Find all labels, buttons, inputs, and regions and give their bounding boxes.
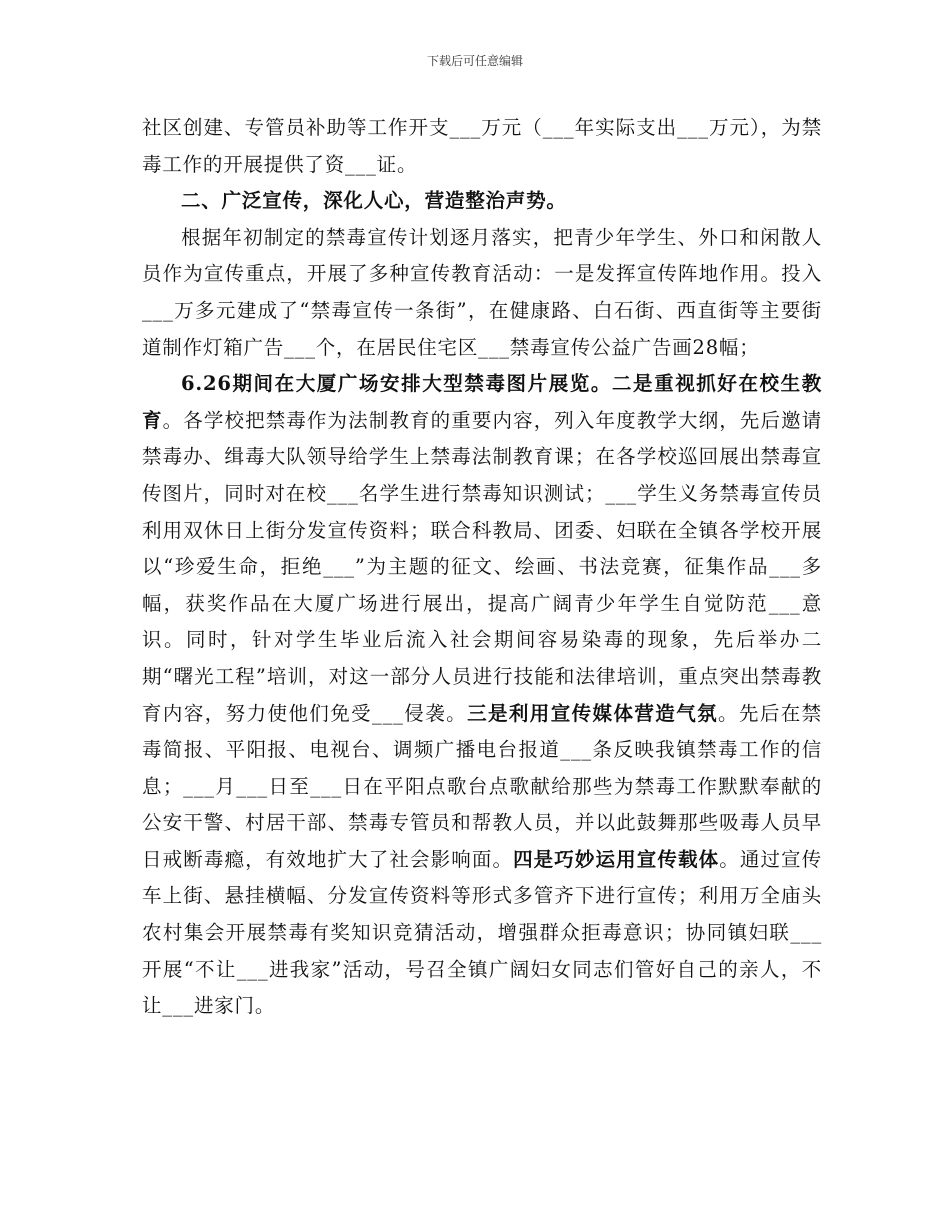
paragraph-funding: 社区创建、专管员补助等工作开支___万元（___年实际支出___万元），为禁毒工作的开展提供了资___证。 — [142, 116, 822, 176]
page-header-note: 下载后可任意编辑 — [426, 54, 523, 68]
paragraph-publicity-activities — [142, 366, 822, 1025]
document-body — [142, 110, 822, 1025]
section-heading-publicity: 二、广泛宣传，深化人心，营造整治声势。 — [181, 189, 567, 213]
bold-sentence-media: 三是利用宣传媒体营造气氛 — [467, 701, 719, 725]
text-school-education: 。各学校把禁毒作为法制教育的重要内容，列入年度教学大纲，先后邀请禁毒办、缉毒大队领导给学生上禁毒法制教育课；在各学校巡回展出禁毒宣传图片，同时对在校___名学生进行禁毒知识测试；___学生义务禁毒宣传员利用双休日上街分发宣传资料；联合科教局、团委、妇联在全镇各学校开展以“珍爱生命，拒绝___”为主题的征文、绘画、书法竞赛，征集作品___多幅，获奖作品在大厦广场进行展出，提高广阔青少年学生自觉防范___意识。同时，针对学生毕业后流入社会期间容易染毒的现象，先后举办二期“曙光工程”培训，对这一部分人员进行技能和法律培训，重点突出禁毒教育内容，努力使他们免受___侵袭。 — [142, 408, 822, 725]
paragraph-publicity-plan: 根据年初制定的禁毒宣传计划逐月落实，把青少年学生、外口和闲散人员作为宣传重点，开展了多种宣传教育活动：一是发挥宣传阵地作用。投入___万多元建成了“禁毒宣传一条街”，在健康路、白石街、西直街等主要街道制作灯箱广告___个，在居民住宅区___禁毒宣传公益广告画28幅； — [142, 225, 822, 359]
bold-sentence-carriers: 四是巧妙运用宣传载体 — [513, 847, 720, 871]
bold-sentence-exhibition: 6.26期间在大厦广场安排大型禁毒图片展览。二是重视抓好在校生教育 — [142, 372, 822, 432]
text-carriers: 。通过宣传车上街、悬挂横幅、分发宣传资料等形式多管齐下进行宣传；利用万全庙头农村集会开展禁毒有奖知识竞猜活动，增强群众拒毒意识；协同镇妇联___开展“不让___进我家”活动，号召全镇广阔妇女同志们管好自己的亲人，不让___进家门。 — [142, 847, 822, 1018]
text-media-reports: 。先后在禁毒简报、平阳报、电视台、调频广播电台报道___条反映我镇禁毒工作的信息；___月___日至___日在平阳点歌台点歌献给那些为禁毒工作默默奉献的公安干警、村居干部、禁毒专管员和帮教人员，并以此鼓舞那些吸毒人员早日戒断毒瘾，有效地扩大了社会影响面。 — [142, 701, 822, 871]
